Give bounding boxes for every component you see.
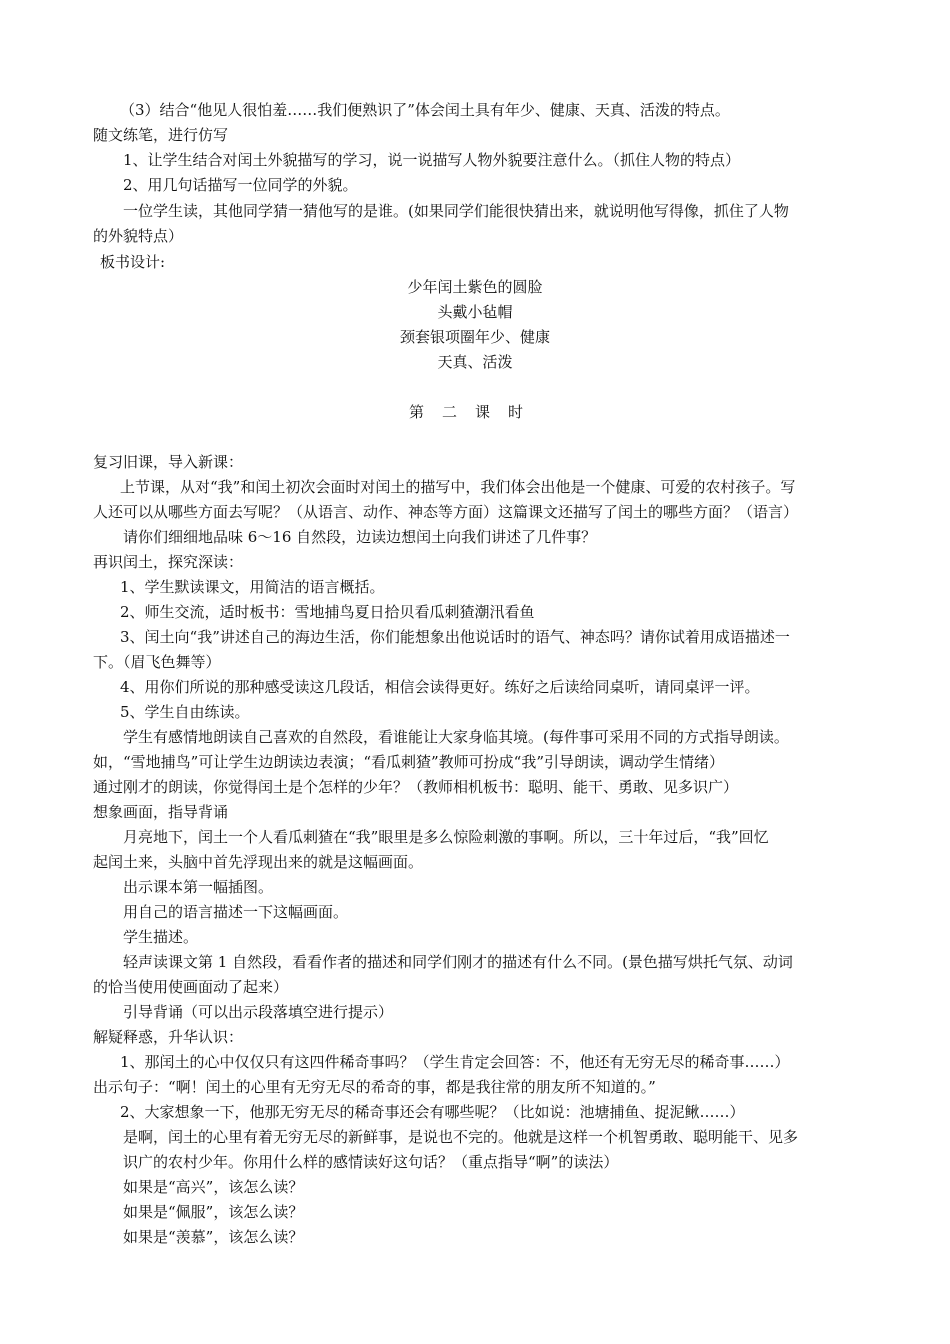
- paragraph-line: 的恰当使用使画面动了起来）: [93, 978, 289, 996]
- section-heading: 复习旧课，导入新课：: [93, 453, 244, 471]
- paragraph-line: 上节课，从对“我”和闰土初次会面时对闰土的描写中，我们体会出他是一个健康、可爱的农村孩子。写: [120, 478, 796, 496]
- paragraph-line: 4、用你们所说的那种感受读这几段话，相信会读得更好。练好之后读给同桌听，请同桌评一评。: [120, 678, 760, 696]
- paragraph-line: 学生有感情地朗读自己喜欢的自然段，看谁能让大家身临其境。(每件事可采用不同的方式指导朗读。: [123, 728, 789, 746]
- paragraph-line: 如果是“高兴”，该怎么读？: [123, 1178, 304, 1196]
- board-design-line: 天真、活泼: [437, 353, 513, 371]
- paragraph-line: 出示课本第一幅插图。: [123, 878, 274, 896]
- paragraph-line: 用自己的语言描述一下这幅画面。: [123, 903, 349, 921]
- paragraph-line: 1、那闰土的心中仅仅只有这四件稀奇事吗？（学生肯定会回答：不，他还有无穷无尽的稀奇事……）: [120, 1053, 790, 1071]
- board-design-line: 少年闰土紫色的圆脸: [407, 278, 543, 296]
- paragraph-line: 出示句子：“啊！闰土的心里有无穷无尽的希奇的事，都是我往常的朋友所不知道的。”: [93, 1078, 656, 1096]
- section-heading: 解疑释惑，升华认识：: [93, 1028, 244, 1046]
- paragraph-line: 轻声读课文第 1 自然段，看看作者的描述和同学们刚才的描述有什么不同。(景色描写烘托气氛、动词: [123, 953, 793, 971]
- paragraph-line: 5、学生自由练读。: [120, 703, 250, 721]
- paragraph-line: 2、师生交流，适时板书：雪地捕鸟夏日拾贝看瓜刺猹潮汛看鱼: [120, 603, 535, 621]
- paragraph-line: 起闰土来，头脑中首先浮现出来的就是这幅画面。: [93, 853, 424, 871]
- lesson-heading: 第二课时: [408, 403, 541, 421]
- section-heading: 随文练笔，进行仿写: [93, 126, 229, 144]
- paragraph-line: 1、学生默读课文，用简洁的语言概括。: [120, 578, 385, 596]
- paragraph-line: （3）结合“他见人很怕羞……我们便熟识了”体会闰土具有年少、健康、天真、活泼的特点。: [120, 101, 730, 119]
- paragraph-line: 引导背诵（可以出示段落填空进行提示）: [123, 1003, 394, 1021]
- paragraph-line: 如，“雪地捕鸟”可让学生边朗读边表演；“看瓜刺猹”教师可扮成“我”引导朗读，调动学生情绪）: [93, 753, 725, 771]
- paragraph-line: 2、用几句话描写一位同学的外貌。: [123, 176, 358, 194]
- section-heading: 想象画面，指导背诵: [93, 803, 229, 821]
- paragraph-line: 是啊，闰土的心里有着无穷无尽的新鲜事，是说也不完的。他就是这样一个机智勇敢、聪明能干、见多: [123, 1128, 799, 1146]
- paragraph-line: 识广的农村少年。你用什么样的感情读好这句话？（重点指导“啊”的读法）: [123, 1153, 619, 1171]
- paragraph-line: 如果是“羡慕”，该怎么读？: [123, 1228, 304, 1246]
- paragraph-line: 1、让学生结合对闰土外貌描写的学习，说一说描写人物外貌要注意什么。（抓住人物的特点）: [123, 151, 741, 169]
- paragraph-line: 如果是“佩服”，该怎么读？: [123, 1203, 304, 1221]
- paragraph-line: 月亮地下，闰土一个人看瓜刺猹在“我”眼里是多么惊险刺激的事啊。所以，三十年过后，“我”回忆: [123, 828, 769, 846]
- paragraph-line: 下。（眉飞色舞等）: [93, 653, 221, 671]
- board-design-line: 头戴小毡帽: [437, 303, 513, 321]
- paragraph-line: 请你们细细地品味 6～16 自然段，边读边想闰土向我们讲述了几件事？: [123, 528, 597, 546]
- paragraph-line: 人还可以从哪些方面去写呢？（从语言、动作、神态等方面）这篇课文还描写了闰土的哪些方面？（语言）: [93, 503, 799, 521]
- paragraph-line: 学生描述。: [123, 928, 199, 946]
- paragraph-line: 的外貌特点）: [93, 227, 184, 245]
- paragraph-line: 通过刚才的朗读，你觉得闰土是个怎样的少年？（教师相机板书：聪明、能干、勇敢、见多识广）: [93, 778, 739, 796]
- paragraph-line: 2、大家想象一下，他那无穷无尽的稀奇事还会有哪些呢？（比如说：池塘捕鱼、捉泥鳅……）: [120, 1103, 745, 1121]
- section-heading: 再识闰土，探究深读：: [93, 553, 244, 571]
- paragraph-line: 3、闰土向“我”讲述自己的海边生活，你们能想象出他说话时的语气、神态吗？请你试着用成语描述一: [120, 628, 790, 646]
- board-design-line: 颈套银项圈年少、健康: [399, 328, 550, 346]
- section-heading: 板书设计:: [100, 253, 166, 271]
- paragraph-line: 一位学生读，其他同学猜一猜他写的是谁。(如果同学们能很快猜出来，就说明他写得像，抓住了人物: [123, 202, 789, 220]
